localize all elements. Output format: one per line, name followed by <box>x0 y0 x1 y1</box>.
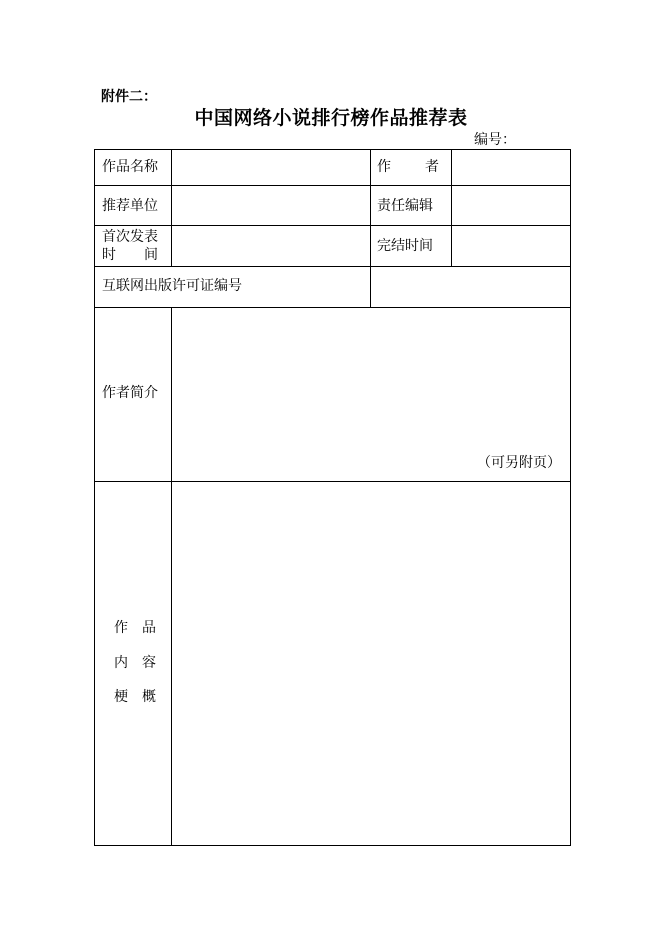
first-pub-label-line2 <box>102 246 158 264</box>
first-pub-input[interactable] <box>172 226 370 266</box>
first-pub-char-2: 间 <box>144 247 158 263</box>
attach-note: （可另附页） <box>477 455 561 471</box>
serial-number-label: 编号： <box>474 132 516 148</box>
license-label: 互联网出版许可证编号 <box>102 278 242 294</box>
editor-input[interactable] <box>452 186 570 225</box>
first-pub-char-1: 时 <box>102 247 116 263</box>
synopsis-label-line2: 内 容 <box>114 655 156 671</box>
synopsis-label-line3: 梗 概 <box>114 689 156 705</box>
attachment-label: 附件二： <box>101 89 157 105</box>
recommender-input[interactable] <box>172 186 370 225</box>
license-input[interactable] <box>371 267 570 307</box>
editor-label: 责任编辑 <box>377 198 433 214</box>
author-bio-label: 作者简介 <box>102 385 158 401</box>
completion-label: 完结时间 <box>377 238 433 254</box>
recommender-label: 推荐单位 <box>102 198 158 214</box>
recommendation-form <box>94 149 571 846</box>
work-name-input[interactable] <box>172 150 370 185</box>
author-label-char-2: 者 <box>425 159 439 175</box>
page-title: 中国网络小说排行榜作品推荐表 <box>194 107 468 129</box>
work-name-label: 作品名称 <box>102 159 158 175</box>
synopsis-label-line1: 作 品 <box>114 620 156 636</box>
completion-input[interactable] <box>452 226 570 266</box>
author-input[interactable] <box>452 150 570 185</box>
first-pub-label-line1: 首次发表 <box>102 229 158 245</box>
synopsis-input[interactable] <box>172 482 570 845</box>
author-label <box>377 158 439 176</box>
author-label-char-1: 作 <box>377 159 391 175</box>
